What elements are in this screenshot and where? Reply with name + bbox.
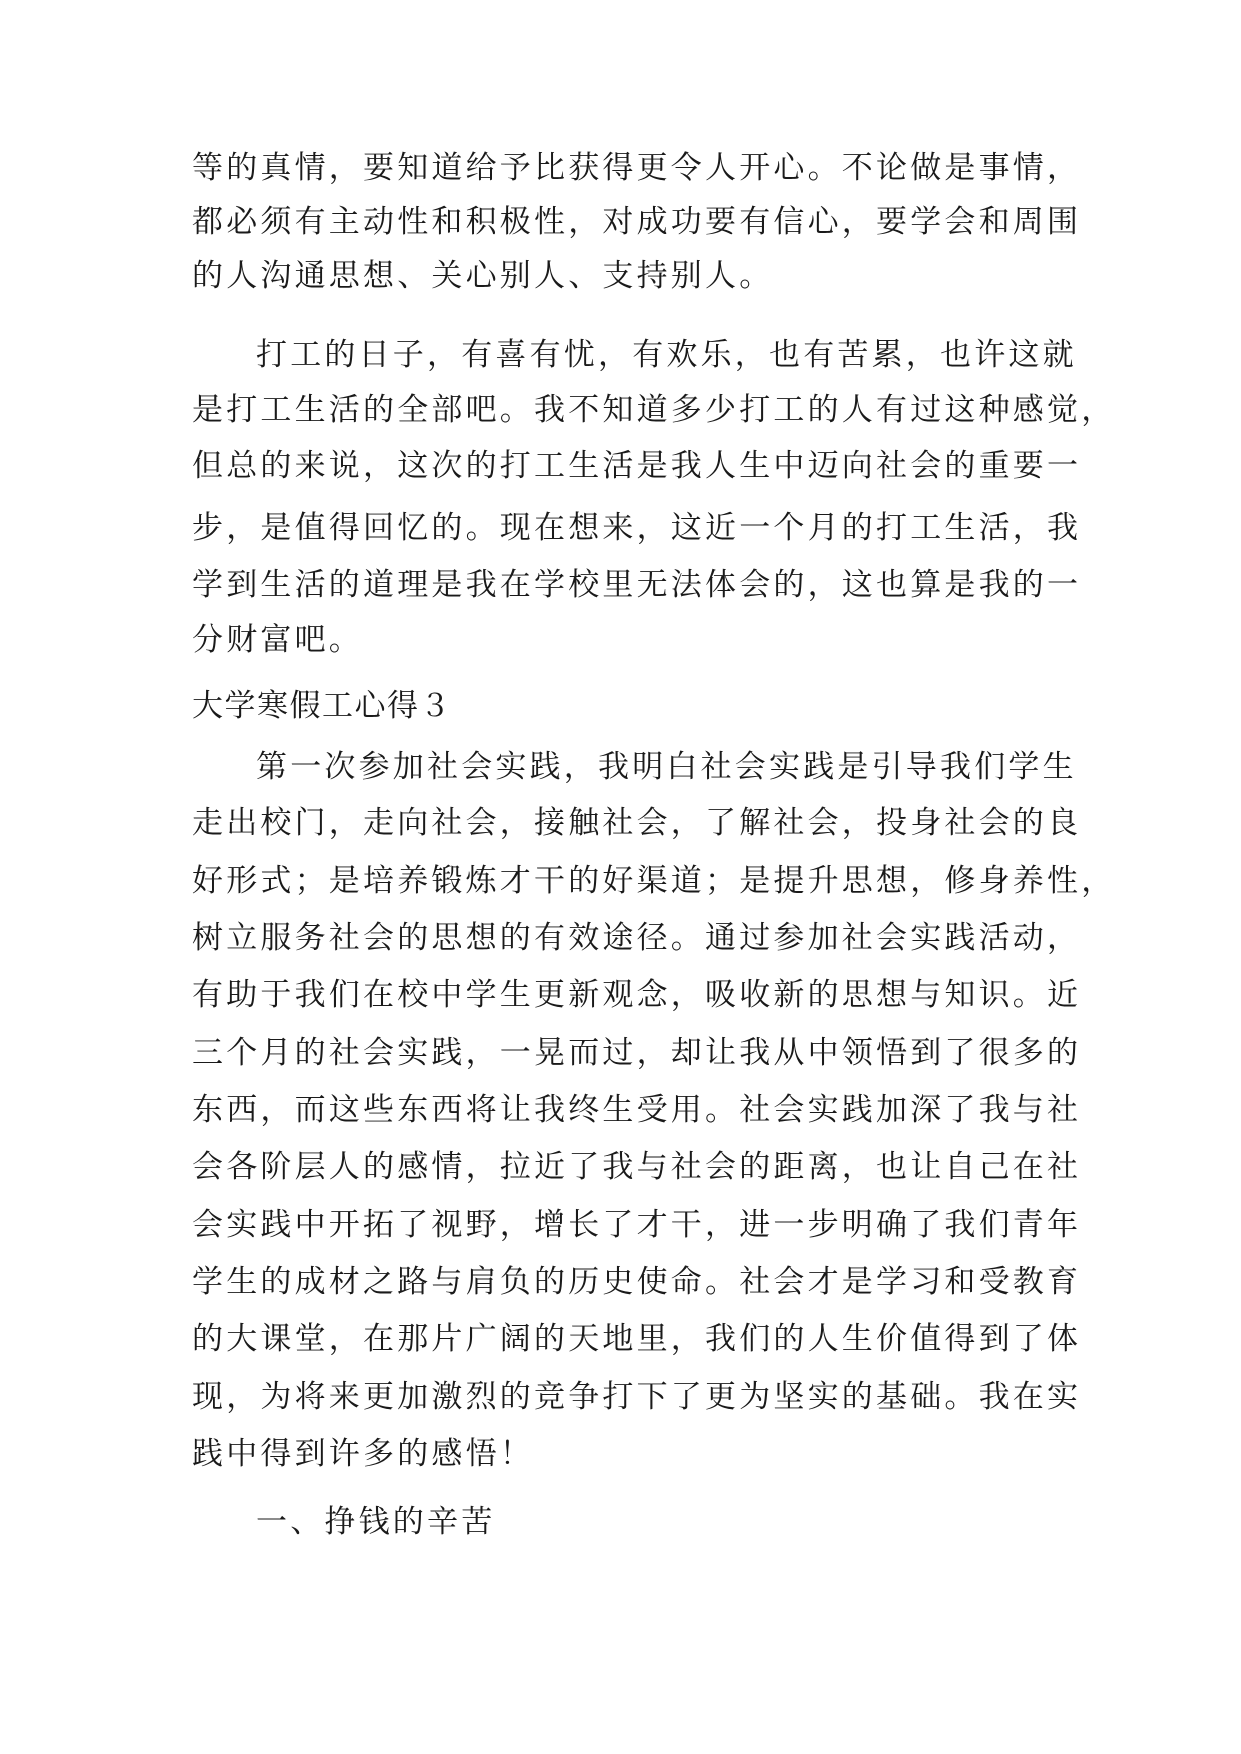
text-line: 走出校门，走向社会，接触社会，了解社会，投身社会的良 <box>192 805 1082 841</box>
text-line: 但总的来说，这次的打工生活是我人生中迈向社会的重要一 <box>192 448 1082 484</box>
text-line: 的大课堂，在那片广阔的天地里，我们的人生价值得到了体 <box>192 1321 1082 1357</box>
paragraph-first-line: 第一次参加社会实践，我明白社会实践是引导我们学生 <box>256 749 1077 785</box>
text-line: 会各阶层人的感情，拉近了我与社会的距离，也让自己在社 <box>192 1149 1082 1185</box>
text-line: 步，是值得回忆的。现在想来，这近一个月的打工生活，我 <box>192 510 1082 546</box>
text-line: 好形式；是培养锻炼才干的好渠道；是提升思想，修身养性， <box>192 863 1116 899</box>
text-line: 树立服务社会的思想的有效途径。通过参加社会实践活动， <box>192 920 1082 956</box>
text-line: 践中得到许多的感悟！ <box>192 1436 534 1472</box>
text-line: 三个月的社会实践，一晃而过，却让我从中领悟到了很多的 <box>192 1035 1082 1071</box>
paragraph-first-line: 打工的日子，有喜有忧，有欢乐，也有苦累，也许这就 <box>256 337 1077 373</box>
text-line: 学到生活的道理是我在学校里无法体会的，这也算是我的一 <box>192 567 1082 603</box>
text-line: 学生的成材之路与肩负的历史使命。社会才是学习和受教育 <box>192 1264 1082 1300</box>
text-line: 都必须有主动性和积极性，对成功要有信心，要学会和周围 <box>192 204 1082 240</box>
text-line: 会实践中开拓了视野，增长了才干，进一步明确了我们青年 <box>192 1207 1082 1243</box>
section-heading: 大学寒假工心得３ <box>192 688 452 724</box>
text-line: 现，为将来更加激烈的竞争打下了更为坚实的基础。我在实 <box>192 1379 1082 1415</box>
subheading: 一、挣钱的辛苦 <box>256 1504 496 1540</box>
text-line: 是打工生活的全部吧。我不知道多少打工的人有过这种感觉， <box>192 392 1116 428</box>
text-line: 分财富吧。 <box>192 622 363 658</box>
text-line: 的人沟通思想、关心别人、支持别人。 <box>192 258 774 294</box>
text-line: 东西，而这些东西将让我终生受用。社会实践加深了我与社 <box>192 1092 1082 1128</box>
text-line: 有助于我们在校中学生更新观念，吸收新的思想与知识。近 <box>192 977 1082 1013</box>
text-line: 等的真情，要知道给予比获得更令人开心。不论做是事情， <box>192 150 1082 186</box>
